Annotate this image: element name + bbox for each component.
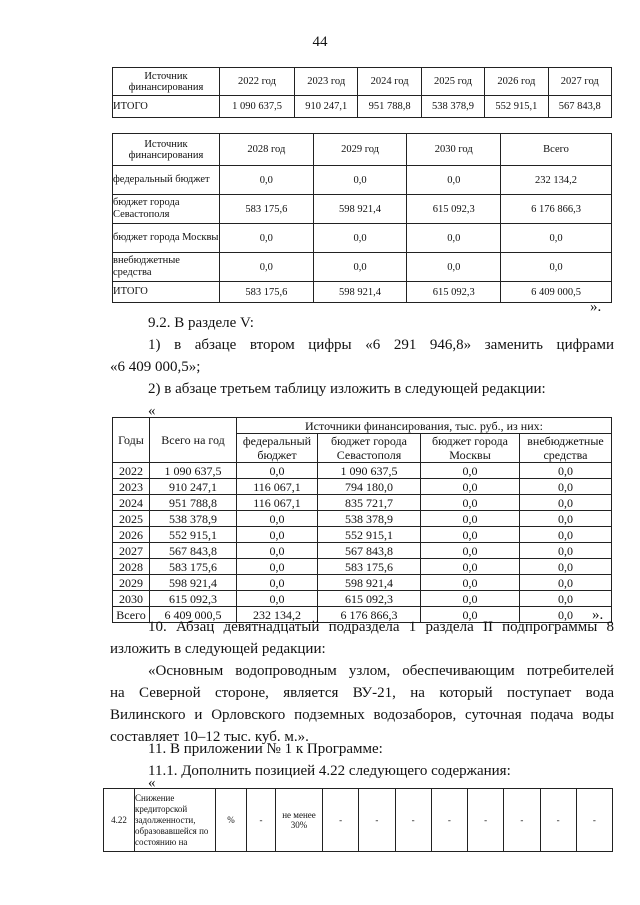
table-header-cell: внебюджетные средства — [520, 434, 612, 463]
table-cell: 598 921,4 — [313, 282, 407, 303]
financing-table-2022-2027 — [112, 67, 612, 118]
table-cell: 0,0 — [237, 527, 318, 543]
quote-line: составляет 10–12 тыс. куб. м.». — [110, 729, 309, 745]
table-cell: 1 090 637,5 — [150, 463, 237, 479]
table-cell: 0,0 — [237, 543, 318, 559]
table-cell: 0,0 — [220, 253, 314, 282]
page-number: 44 — [312, 34, 328, 50]
appendix-position-table — [103, 788, 613, 852]
table-cell: 116 067,1 — [237, 479, 318, 495]
table-row — [113, 575, 612, 591]
table-cell: 615 092,3 — [407, 282, 501, 303]
financing-table-2028-total — [112, 133, 612, 303]
table-cell: 0,0 — [313, 166, 407, 195]
table-cell: 0,0 — [421, 543, 520, 559]
table-row — [113, 195, 612, 224]
table-cell: 0,0 — [520, 591, 612, 607]
table-header-cell: Источник финансирования — [113, 68, 220, 96]
table-cell: 615 092,3 — [407, 195, 501, 224]
table-cell: 598 921,4 — [318, 575, 421, 591]
table-header-cell: Источник финансирования — [113, 134, 220, 166]
table-row — [113, 495, 612, 511]
table-cell: 0,0 — [501, 253, 612, 282]
table-cell: 567 843,8 — [150, 543, 237, 559]
table-header-cell: 2026 год — [485, 68, 548, 96]
table-cell: 6 176 866,3 — [501, 195, 612, 224]
table-header-cell: Годы — [113, 418, 150, 463]
table-cell: 0,0 — [520, 559, 612, 575]
quote-line: «Основным водопроводным узлом, обеспечивающим потребителей — [148, 663, 614, 679]
table-cell: 0,0 — [407, 224, 501, 253]
table-cell: федеральный бюджет — [113, 166, 220, 195]
table-cell: - — [576, 789, 612, 852]
table-cell: 538 378,9 — [318, 511, 421, 527]
table-cell: 0,0 — [237, 559, 318, 575]
table-cell: 0,0 — [220, 166, 314, 195]
table-body — [113, 463, 612, 623]
table-cell: 552 915,1 — [318, 527, 421, 543]
table-cell: - — [504, 789, 540, 852]
table-header-cell: бюджет города Москвы — [421, 434, 520, 463]
table-cell: 2029 — [113, 575, 150, 591]
table-header-row — [113, 68, 612, 96]
table-row — [113, 253, 612, 282]
table-header-row — [113, 418, 612, 434]
opening-quote: « — [148, 403, 156, 419]
table-header-row — [113, 134, 612, 166]
table-cell: 232 134,2 — [237, 607, 318, 623]
table-cell: 0,0 — [237, 575, 318, 591]
table-cell: 951 788,8 — [150, 495, 237, 511]
table-cell: 567 843,8 — [548, 96, 611, 118]
table-cell: 538 378,9 — [421, 96, 484, 118]
table-cell: 567 843,8 — [318, 543, 421, 559]
table-cell: 552 915,1 — [485, 96, 548, 118]
table-row — [113, 479, 612, 495]
table-cell: бюджет города Севастополя — [113, 195, 220, 224]
table-cell: 951 788,8 — [358, 96, 421, 118]
paragraph-10: 10. Абзац девятнадцатый подраздела 1 раздела II подпрограммы 8 — [148, 619, 614, 635]
paragraph-9-2-item-1-continued: «6 409 000,5»; — [110, 359, 201, 375]
paragraph-9-2: 9.2. В разделе V: — [148, 315, 254, 331]
table-cell: 0,0 — [237, 463, 318, 479]
table-cell: 0,0 — [520, 463, 612, 479]
table-cell: 0,0 — [520, 479, 612, 495]
table-header-cell: 2027 год — [548, 68, 611, 96]
table-cell: 0,0 — [421, 607, 520, 623]
table-cell: % — [216, 789, 247, 852]
table-cell: 1 090 637,5 — [220, 96, 295, 118]
table-cell: 0,0 — [421, 559, 520, 575]
table-cell: 0,0 — [421, 463, 520, 479]
table-cell: 0,0 — [407, 166, 501, 195]
table-row — [113, 543, 612, 559]
table-cell: 0,0 — [421, 479, 520, 495]
table-row — [113, 591, 612, 607]
table-cell: 2022 — [113, 463, 150, 479]
table-cell: 6 409 000,5 — [150, 607, 237, 623]
table-cell: 1 090 637,5 — [318, 463, 421, 479]
table-header-cell: Источники финансирования, тыс. руб., из них: — [237, 418, 612, 434]
table-cell: 583 175,6 — [150, 559, 237, 575]
paragraph-9-2-item-1: 1) в абзаце втором цифры «6 291 946,8» заменить цифрами — [148, 337, 614, 353]
table-row — [113, 527, 612, 543]
table-cell: не менее 30% — [276, 789, 323, 852]
table-cell: Всего — [113, 607, 150, 623]
table-cell: 0,0 — [421, 495, 520, 511]
table-cell: 598 921,4 — [150, 575, 237, 591]
table-cell: 116 067,1 — [237, 495, 318, 511]
table-cell: - — [468, 789, 504, 852]
table-cell: - — [395, 789, 431, 852]
table-cell: 0,0 — [421, 527, 520, 543]
table-cell: - — [359, 789, 395, 852]
table-cell: 835 721,7 — [318, 495, 421, 511]
table-header-cell: 2030 год — [407, 134, 501, 166]
table-cell: 0,0 — [520, 543, 612, 559]
table-cell: 0,0 — [520, 607, 612, 623]
table-cell: бюджет города Москвы — [113, 224, 220, 253]
table-cell: 583 175,6 — [220, 195, 314, 224]
table-cell: 910 247,1 — [150, 479, 237, 495]
table-cell: 0,0 — [520, 575, 612, 591]
table-cell: 538 378,9 — [150, 511, 237, 527]
table-header-cell: Всего на год — [150, 418, 237, 463]
table-cell: 2028 — [113, 559, 150, 575]
opening-quote: « — [148, 775, 156, 791]
table-cell: внебюджетные средства — [113, 253, 220, 282]
table-cell: 598 921,4 — [313, 195, 407, 224]
table-row — [113, 96, 612, 118]
table-cell: 2026 — [113, 527, 150, 543]
table-cell: 0,0 — [313, 224, 407, 253]
table-header-cell: 2022 год — [220, 68, 295, 96]
table-cell: ИТОГО — [113, 282, 220, 303]
table-cell: 0,0 — [520, 511, 612, 527]
table-cell: 6 176 866,3 — [318, 607, 421, 623]
table-cell: 0,0 — [501, 224, 612, 253]
paragraph-11: 11. В приложении № 1 к Программе: — [148, 741, 383, 757]
table-header-cell: 2028 год — [220, 134, 314, 166]
table-row — [113, 166, 612, 195]
table-cell: 0,0 — [237, 591, 318, 607]
table-header-cell: 2025 год — [421, 68, 484, 96]
table-cell: 0,0 — [407, 253, 501, 282]
table-row — [113, 559, 612, 575]
table-row — [113, 463, 612, 479]
table-cell: 2027 — [113, 543, 150, 559]
paragraph-9-2-item-2: 2) в абзаце третьем таблицу изложить в следующей редакции: — [148, 381, 546, 397]
paragraph-11-1: 11.1. Дополнить позицией 4.22 следующего содержания: — [148, 763, 511, 779]
table-cell: - — [247, 789, 276, 852]
table-cell: 910 247,1 — [295, 96, 358, 118]
table-cell: 0,0 — [220, 224, 314, 253]
table-cell: Снижение кредиторской задолженности, образовавшейся по состоянию на — [135, 789, 216, 852]
table-cell: 0,0 — [421, 575, 520, 591]
table-cell: - — [540, 789, 576, 852]
table-row — [113, 282, 612, 303]
table-header-cell: Всего — [501, 134, 612, 166]
table-cell: 583 175,6 — [318, 559, 421, 575]
table-header-cell: 2029 год — [313, 134, 407, 166]
table-cell: 583 175,6 — [220, 282, 314, 303]
table-cell: 232 134,2 — [501, 166, 612, 195]
table-cell: - — [323, 789, 359, 852]
table-cell: 2030 — [113, 591, 150, 607]
table-cell: 2024 — [113, 495, 150, 511]
table-cell: 0,0 — [237, 511, 318, 527]
table-cell: 6 409 000,5 — [501, 282, 612, 303]
quote-line: Вилинского и Орловского подземных водозаборов, суточная подача воды — [110, 707, 614, 723]
table-cell: 0,0 — [421, 591, 520, 607]
table-row — [113, 224, 612, 253]
table-header-cell: бюджет города Севастополя — [318, 434, 421, 463]
table-cell: 0,0 — [421, 511, 520, 527]
table-cell: 615 092,3 — [150, 591, 237, 607]
table-row — [113, 511, 612, 527]
quote-line: на Северной стороне, является ВУ-21, на который поступает вода — [110, 685, 614, 701]
table-cell: 0,0 — [313, 253, 407, 282]
table-cell: 4.22 — [104, 789, 135, 852]
table-header-cell: 2024 год — [358, 68, 421, 96]
table-row — [104, 789, 613, 852]
financing-by-year-table — [112, 417, 612, 623]
table-cell: 552 915,1 — [150, 527, 237, 543]
table-cell: 2023 — [113, 479, 150, 495]
table-header-cell: федеральный бюджет — [237, 434, 318, 463]
table-cell: - — [431, 789, 467, 852]
table-cell: 2025 — [113, 511, 150, 527]
table-cell: 794 180,0 — [318, 479, 421, 495]
closing-quote: ». — [592, 607, 604, 623]
table-cell: ИТОГО — [113, 96, 220, 118]
table-cell: 0,0 — [520, 527, 612, 543]
closing-quote: ». — [590, 299, 602, 315]
table-cell: 0,0 — [520, 495, 612, 511]
table-header-cell: 2023 год — [295, 68, 358, 96]
table-cell: 615 092,3 — [318, 591, 421, 607]
paragraph-10-continued: изложить в следующей редакции: — [110, 641, 326, 657]
